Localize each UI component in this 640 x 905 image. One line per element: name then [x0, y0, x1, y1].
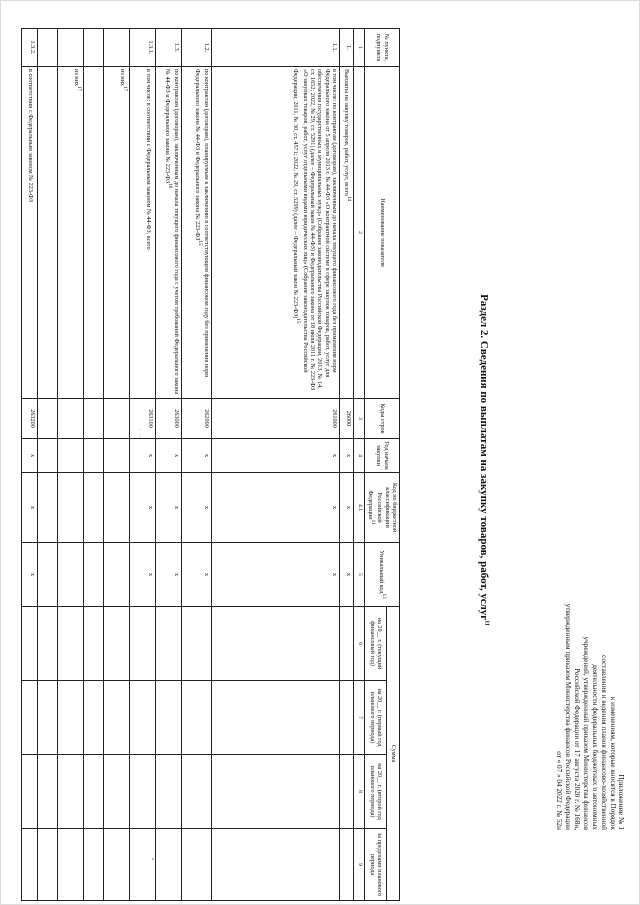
row-sum-cell [38, 681, 58, 755]
table-row [38, 29, 58, 901]
row-kbk: х [22, 473, 38, 543]
row-sum-cell [84, 607, 104, 681]
row-sum-cell [182, 681, 212, 755]
row-uid: х [130, 543, 156, 607]
row-sum-cell [130, 829, 156, 901]
footnote-mark: 15 [196, 240, 203, 246]
header-code: Коды строк [365, 399, 400, 439]
appendix-number: Приложение № 1 [617, 774, 626, 830]
row-num: 1. [340, 29, 354, 67]
row-sum-cell [22, 755, 38, 829]
row-name-text: из них [73, 69, 81, 87]
row-name [156, 67, 182, 399]
column-index: 8 [354, 755, 365, 829]
row-num [38, 29, 58, 67]
row-sum-cell [340, 829, 354, 901]
row-year [58, 439, 84, 473]
row-name-text: в том числе: по контрактам (договорам), заключенным до начала текущего финансового года без применения норм Федерального закона от 5 апреля 2013 г. № 44-ФЗ «О контрактной системе в сфере закупок товаров, работ, услуг для обеспечения государственных и муниципальных нужд» (Собрание законодательства Российской Федерации, 2013, № 14, ст. 1652; 2022, № 29, ст. 5291) (далее – Федеральный закон № 44-ФЗ) и Федерального закона от 18 июля 2011 г. № 223-ФЗ «О закупках товаров, работ, услуг отдельными видами юридических лиц» (Собрание законодательства Российской Федерации, 2011, № 30, ст. 4571; 2022, № 29, ст. 5299) (далее – Федеральный закон № 223-ФЗ) [292, 69, 339, 391]
header-name: Наименование показателя [365, 67, 400, 399]
row-year [104, 439, 130, 473]
row-year: х [156, 439, 182, 473]
row-sum-cell [156, 607, 182, 681]
row-sum-cell [340, 755, 354, 829]
row-name-text: по контрактам (договорам), планируемым к заключению в соответствующем финансовом году без применения норм Федерального закона № 44-ФЗ и Федерального закона № 223-ФЗ [193, 69, 211, 378]
appendix-line: к изменениям, которые вносятся в Порядок [609, 696, 617, 830]
header-year: Год начала закупки [365, 439, 400, 473]
row-uid [104, 543, 130, 607]
row-sum-cell [212, 681, 340, 755]
row-year [84, 439, 104, 473]
table-row [156, 29, 182, 901]
row-num [104, 29, 130, 67]
row-code: 26000 [340, 399, 354, 439]
row-uid: х [182, 543, 212, 607]
row-sum-cell [182, 755, 212, 829]
appendix-line: деятельности федеральных бюджетных и автономных [591, 664, 599, 830]
purchases-table [21, 28, 400, 901]
column-index: 4 [354, 439, 365, 473]
table-row [340, 29, 354, 901]
appendix-line: утвержденным приказом Министерства финансов Российской Федерации [564, 603, 572, 830]
row-sum-cell [22, 607, 38, 681]
row-name [130, 67, 156, 399]
row-year: х [22, 439, 38, 473]
table-row [182, 29, 212, 901]
row-code: 262000 [182, 399, 212, 439]
header-year1: на 20__ г. (текущий финансовый год) [365, 607, 387, 681]
row-sum-cell [212, 607, 340, 681]
footnote-mark: 17 [76, 86, 83, 92]
row-code [58, 399, 84, 439]
row-sum-cell [58, 607, 84, 681]
header-uid-text: Уникальный код [377, 550, 385, 594]
row-num: 1.2. [182, 29, 212, 67]
row-uid: х [340, 543, 354, 607]
table-row [212, 29, 340, 901]
row-sum-cell [38, 607, 58, 681]
row-sum-cell [104, 681, 130, 755]
row-sum-cell [58, 829, 84, 901]
row-name [38, 67, 58, 399]
row-code [84, 399, 104, 439]
row-sum-cell [156, 829, 182, 901]
row-sum-cell [58, 681, 84, 755]
row-year: х [182, 439, 212, 473]
row-name [340, 67, 354, 399]
row-kbk [84, 473, 104, 543]
header-uid [365, 543, 400, 607]
row-num [84, 29, 104, 67]
column-index: 4.1 [354, 473, 365, 543]
row-code: 261000 [212, 399, 340, 439]
row-sum-cell [38, 829, 58, 901]
row-name-text: Выплаты на закупку товаров, работ, услуг, всего [343, 69, 351, 197]
row-code: 263000 [156, 399, 182, 439]
row-code [104, 399, 130, 439]
row-name-text: из них [119, 69, 127, 87]
row-uid [84, 543, 104, 607]
row-kbk [104, 473, 130, 543]
row-sum-cell [182, 607, 212, 681]
row-kbk [38, 473, 58, 543]
row-num: 1.1. [212, 29, 340, 67]
row-name [182, 67, 212, 399]
row-name-text: в том числе: в соответствии с Федеральным законом № 44-ФЗ, всего [145, 69, 153, 250]
header-beyond: за пределами планового периода [365, 829, 387, 901]
row-uid [38, 543, 58, 607]
table-row [104, 29, 130, 901]
row-code [38, 399, 58, 439]
column-index: 9 [354, 829, 365, 901]
row-sum-cell [104, 755, 130, 829]
row-sum-cell [130, 681, 156, 755]
row-kbk: х [182, 473, 212, 543]
row-sum-cell [104, 607, 130, 681]
row-name [212, 67, 340, 399]
table-row [130, 29, 156, 901]
header-year2: на 20__ г. (первый год планового периода) [365, 681, 387, 755]
scan-smudge: ~ ~~ [136, 428, 142, 440]
row-uid: х [22, 543, 38, 607]
section-title-text: Раздел 2. Сведения по выплатам на закупку товаров, работ, услуг [478, 294, 490, 621]
column-index-row [354, 29, 365, 901]
row-year: х [340, 439, 354, 473]
row-sum-cell [340, 607, 354, 681]
order-date: от « 07 » 04 2022 г. № 52н [555, 751, 563, 830]
section-title [478, 180, 490, 740]
row-name-text: по контрактам (договорам), заключенным до начала текущего финансового года с учетом требований Федерального закона № 44-ФЗ и Федерального закона № 223-ФЗ [163, 69, 181, 395]
header-num: № пункта, подпункта [365, 29, 400, 67]
footnote-mark: 13 [380, 593, 387, 599]
column-index: 7 [354, 681, 365, 755]
appendix-line: Российской Федерации от 17 августа 2020 г. № 168н, [573, 668, 581, 830]
appendix-line: учреждений, утвержденный приказом Министерства финансов [582, 636, 590, 830]
row-uid: х [156, 543, 182, 607]
header-sums: Сумма [387, 607, 400, 901]
table-row [84, 29, 104, 901]
row-num [58, 29, 84, 67]
row-sum-cell [104, 829, 130, 901]
footnote-mark: 17 [122, 86, 129, 92]
footnote-mark: 11 [369, 519, 376, 525]
row-sum-cell [156, 755, 182, 829]
row-num: 1.3.2. [22, 29, 38, 67]
row-kbk: х [156, 473, 182, 543]
header-year3: на 20__ г. (второй год планового периода) [365, 755, 387, 829]
row-sum-cell [58, 755, 84, 829]
row-kbk: х [130, 473, 156, 543]
row-sum-cell [212, 829, 340, 901]
row-sum-cell [130, 755, 156, 829]
row-sum-cell [130, 607, 156, 681]
footnote-mark: 11 [483, 620, 490, 626]
row-sum-cell [156, 681, 182, 755]
row-year: х [212, 439, 340, 473]
row-year [38, 439, 58, 473]
row-sum-cell [22, 829, 38, 901]
row-name-text: в соответствии с Федеральным законом № 223-ФЗ [27, 69, 35, 202]
row-kbk: х [212, 473, 340, 543]
row-code: 263100 [130, 399, 156, 439]
row-code: 263200 [22, 399, 38, 439]
column-index: 1 [354, 29, 365, 67]
row-name [84, 67, 104, 399]
row-sum-cell [84, 829, 104, 901]
table-row [58, 29, 84, 901]
column-index: 6 [354, 607, 365, 681]
row-sum-cell [84, 681, 104, 755]
header-kbk-text: Код по бюджетной классификации Российской Федерации [366, 482, 398, 533]
row-sum-cell [212, 755, 340, 829]
row-num: 1.3.1. [130, 29, 156, 67]
row-name [104, 67, 130, 399]
row-name [58, 67, 84, 399]
row-sum-cell [182, 829, 212, 901]
column-index: 3 [354, 399, 365, 439]
row-year: х [130, 439, 156, 473]
row-sum-cell [38, 755, 58, 829]
row-sum-cell [22, 681, 38, 755]
column-index: 5 [354, 543, 365, 607]
row-kbk [58, 473, 84, 543]
scan-speck [152, 858, 154, 860]
row-num: 1.3. [156, 29, 182, 67]
row-uid: х [212, 543, 340, 607]
column-index: 2 [354, 67, 365, 399]
footnote-mark: 14 [346, 196, 353, 202]
header-kbk [365, 473, 400, 543]
row-uid [58, 543, 84, 607]
appendix-line: составления и ведения планов финансово-хозяйственной [600, 655, 608, 830]
row-name [22, 67, 38, 399]
table-row [22, 29, 38, 901]
row-sum-cell [340, 681, 354, 755]
footnote-mark: 15 [295, 318, 302, 324]
footnote-mark: 16 [166, 183, 173, 189]
row-kbk: х [340, 473, 354, 543]
appendix-note [554, 540, 626, 830]
row-sum-cell [84, 755, 104, 829]
